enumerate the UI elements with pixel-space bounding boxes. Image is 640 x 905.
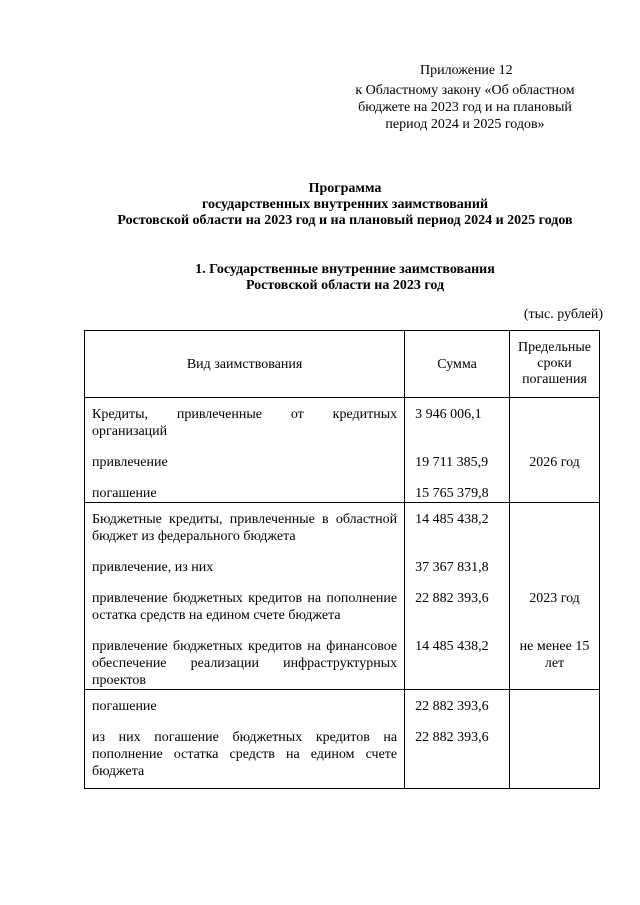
row-sum: 3 946 006,1 bbox=[405, 398, 510, 455]
table-row bbox=[85, 454, 600, 485]
row-sum: 22 882 393,6 bbox=[405, 729, 510, 789]
units-label: (тыс. рублей) bbox=[523, 307, 603, 322]
title-line-2: государственных внутренних заимствований bbox=[201, 197, 489, 212]
appendix-line-3: период 2024 и 2025 годов» bbox=[385, 117, 545, 132]
title-line-3: Ростовской области на 2023 год и на плановый период 2024 и 2025 годов bbox=[117, 213, 573, 228]
row-desc: привлечение, из них bbox=[85, 559, 405, 590]
row-sum: 15 765 379,8 bbox=[405, 485, 510, 503]
header-type: Вид заимствования bbox=[85, 331, 405, 398]
row-term: 2023 год bbox=[510, 590, 600, 638]
table-row bbox=[85, 729, 600, 789]
row-sum: 14 485 438,2 bbox=[405, 503, 510, 560]
row-term: 2026 год bbox=[510, 454, 600, 485]
row-term bbox=[510, 503, 600, 560]
appendix-line-1: к Областному закону «Об областном bbox=[355, 83, 575, 98]
table-row bbox=[85, 590, 600, 638]
header-sum: Сумма bbox=[405, 331, 510, 398]
row-term bbox=[510, 690, 600, 730]
header-term: Предельные сроки погашения bbox=[510, 331, 600, 398]
row-sum: 19 711 385,9 bbox=[405, 454, 510, 485]
row-desc: погашение bbox=[85, 485, 405, 503]
table-row bbox=[85, 690, 600, 730]
row-sum: 37 367 831,8 bbox=[405, 559, 510, 590]
table-row bbox=[85, 503, 600, 560]
borrowings-table bbox=[84, 330, 600, 789]
table-row bbox=[85, 398, 600, 455]
appendix-reference bbox=[345, 82, 585, 133]
table-header-row bbox=[85, 331, 600, 398]
document-title bbox=[60, 181, 630, 229]
section-line-2: Ростовской области на 2023 год bbox=[245, 278, 445, 293]
row-term bbox=[510, 398, 600, 455]
row-term: не менее 15 лет bbox=[510, 638, 600, 690]
appendix-line-2: бюджете на 2023 год и на плановый bbox=[358, 100, 572, 115]
appendix-number: Приложение 12 bbox=[420, 63, 513, 78]
row-sum: 22 882 393,6 bbox=[405, 690, 510, 730]
table-row bbox=[85, 638, 600, 690]
row-desc: привлечение bbox=[85, 454, 405, 485]
title-line-1: Программа bbox=[308, 181, 382, 196]
row-term bbox=[510, 559, 600, 590]
row-desc: привлечение бюджетных кредитов на финансовое обеспечение реализации инфраструктурных проектов bbox=[85, 638, 405, 690]
row-term bbox=[510, 729, 600, 789]
section-heading bbox=[60, 262, 630, 294]
row-desc: из них погашение бюджетных кредитов на пополнение остатка средств на едином счете бюджета bbox=[85, 729, 405, 789]
row-sum: 14 485 438,2 bbox=[405, 638, 510, 690]
section-line-1: 1. Государственные внутренние заимствования bbox=[195, 262, 495, 277]
row-desc: Кредиты, привлеченные от кредитных организаций bbox=[85, 398, 405, 455]
row-desc: погашение bbox=[85, 690, 405, 730]
row-term bbox=[510, 485, 600, 503]
row-desc: Бюджетные кредиты, привлеченные в областной бюджет из федерального бюджета bbox=[85, 503, 405, 560]
row-sum: 22 882 393,6 bbox=[405, 590, 510, 638]
row-desc: привлечение бюджетных кредитов на пополнение остатка средств на едином счете бюджета bbox=[85, 590, 405, 638]
table-row bbox=[85, 485, 600, 503]
table-row bbox=[85, 559, 600, 590]
